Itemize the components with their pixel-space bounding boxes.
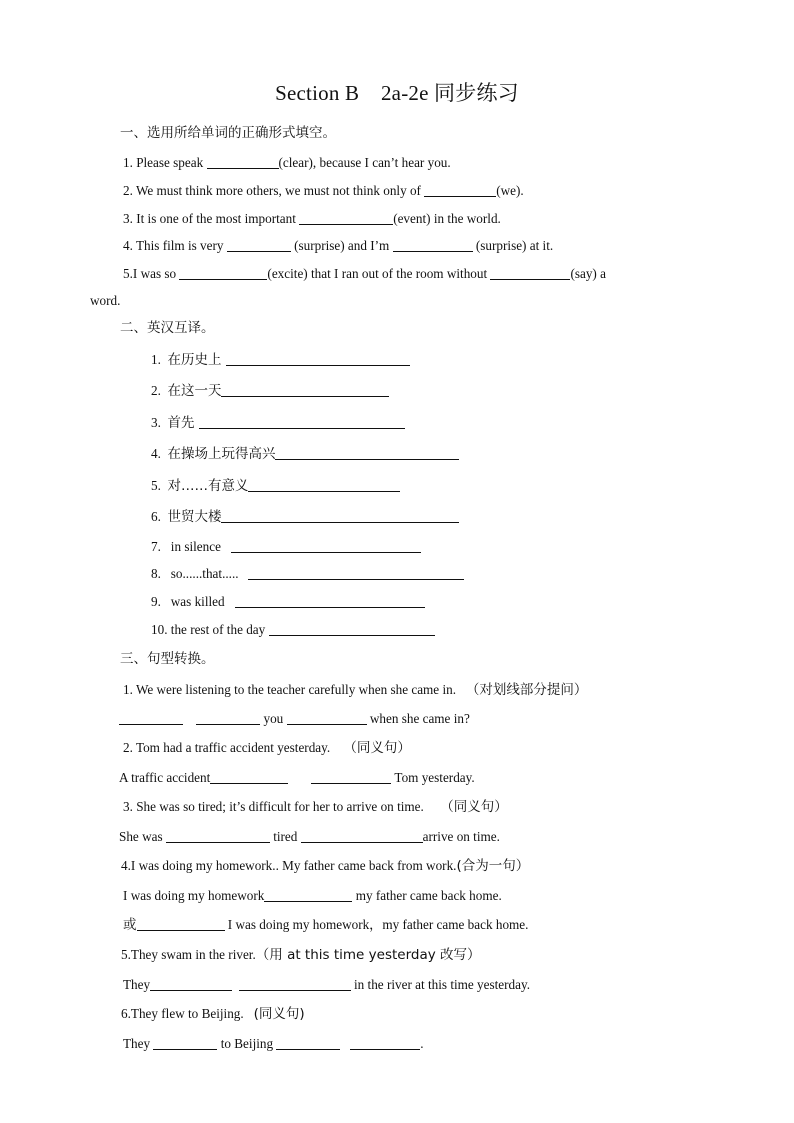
question-text: 6.They flew to Beijing. — [121, 1006, 244, 1021]
question-note: （用 at this time yesterday 改写） — [255, 947, 481, 963]
item-number: 1. — [151, 352, 161, 367]
fill-item-3 — [123, 210, 501, 228]
transform-q5 — [121, 946, 481, 964]
answer-blank[interactable] — [207, 154, 279, 169]
item-text: was killed — [170, 594, 228, 609]
item-text: 世贸大楼 — [167, 509, 222, 525]
question-text: 2. Tom had a traffic accident yesterday. — [123, 740, 331, 755]
answer-text: in the river at this time yesterday. — [350, 977, 531, 992]
answer-blank[interactable] — [119, 710, 183, 725]
answer-text: when she came in? — [366, 711, 470, 726]
answer-text: arrive on time. — [422, 829, 500, 844]
answer-blank[interactable] — [490, 265, 570, 280]
answer-text: They — [123, 977, 151, 992]
item-number: 4. — [151, 446, 161, 461]
item-text: in silence — [170, 539, 225, 554]
answer-blank[interactable] — [221, 382, 389, 397]
answer-blank[interactable] — [150, 976, 232, 991]
transform-q4-answer-b — [123, 916, 528, 934]
item-number: 10. — [151, 622, 168, 637]
translate-item-1 — [151, 351, 410, 369]
answer-blank[interactable] — [311, 769, 391, 784]
transform-q3-answer — [119, 828, 500, 846]
answer-text: She was — [119, 829, 166, 844]
answer-blank[interactable] — [248, 477, 400, 492]
item-text: (we). — [496, 183, 524, 198]
transform-q4-answer-a — [123, 887, 502, 905]
answer-blank[interactable] — [299, 210, 393, 225]
answer-text: to Beijing — [217, 1036, 277, 1051]
answer-blank[interactable] — [248, 565, 464, 580]
transform-q2-answer — [119, 769, 475, 787]
answer-text: my father came back home. — [352, 888, 502, 903]
answer-text: you — [260, 711, 287, 726]
answer-text: 或 — [123, 917, 137, 933]
item-text: (clear), because I can’t hear you. — [278, 155, 451, 170]
translate-item-10 — [151, 621, 435, 639]
translate-item-3 — [151, 414, 405, 432]
answer-blank[interactable] — [166, 828, 270, 843]
item-text: (surprise) and I’m — [290, 238, 393, 253]
answer-text: I was doing my homework，my father came back home. — [224, 917, 529, 932]
answer-blank[interactable] — [393, 237, 473, 252]
answer-blank[interactable] — [350, 1035, 420, 1050]
transform-q4 — [121, 857, 529, 875]
answer-blank[interactable] — [264, 887, 352, 902]
item-text: 在操场上玩得高兴 — [167, 446, 276, 462]
item-number: 3. — [151, 415, 161, 430]
transform-q3 — [123, 798, 508, 816]
question-text: 5.They swam in the river. — [121, 947, 256, 962]
item-text: 2. We must think more others, we must not think only of — [123, 183, 425, 198]
section3-heading: 三、句型转换。 — [120, 651, 215, 667]
transform-q6-answer — [123, 1035, 424, 1053]
answer-blank[interactable] — [287, 710, 367, 725]
question-note: （对划线部分提问） — [465, 682, 588, 698]
item-number: 8. — [151, 566, 161, 581]
question-text: 4.I was doing my homework.. My father came back from work. — [121, 858, 457, 873]
item-text: 5.I was so — [123, 266, 180, 281]
item-text: (surprise) at it. — [472, 238, 554, 253]
question-text: 3. She was so tired; it’s difficult for her to arrive on time. — [123, 799, 424, 814]
question-note: (同义句) — [253, 1006, 305, 1022]
item-text: so......that..... — [170, 566, 242, 581]
item-text: (excite) that I ran out of the room without — [267, 266, 491, 281]
translate-item-5 — [151, 477, 400, 495]
answer-blank[interactable] — [153, 1035, 217, 1050]
answer-text: I was doing my homework — [123, 888, 265, 903]
translate-item-9 — [151, 593, 425, 611]
question-note: (合为一句） — [456, 858, 530, 874]
answer-blank[interactable] — [221, 508, 459, 523]
translate-item-6 — [151, 508, 459, 526]
transform-q5-answer — [123, 976, 530, 994]
transform-q2 — [123, 739, 411, 757]
question-text: 1. We were listening to the teacher carefully when she came in. — [123, 682, 457, 697]
answer-blank[interactable] — [231, 538, 421, 553]
answer-blank[interactable] — [269, 621, 435, 636]
transform-q1-answer — [119, 710, 470, 728]
fill-item-5 — [123, 265, 606, 283]
question-note: （同义句） — [343, 740, 411, 756]
answer-blank[interactable] — [239, 976, 351, 991]
fill-item-2 — [123, 182, 524, 200]
item-text: (event) in the world. — [393, 211, 501, 226]
fill-item-1 — [123, 154, 451, 172]
transform-q6 — [121, 1005, 305, 1023]
translate-item-8 — [151, 565, 464, 583]
translate-item-2 — [151, 382, 389, 400]
question-note: （同义句） — [440, 799, 508, 815]
transform-q1 — [123, 681, 587, 699]
answer-blank[interactable] — [276, 1035, 340, 1050]
answer-blank[interactable] — [210, 769, 288, 784]
item-text: 4. This film is very — [123, 238, 227, 253]
item-text: 首先 — [167, 415, 199, 431]
item-text: 3. It is one of the most important — [123, 211, 300, 226]
section1-heading: 一、选用所给单词的正确形式填空。 — [120, 125, 336, 141]
answer-blank[interactable] — [301, 828, 423, 843]
item-number: 7. — [151, 539, 161, 554]
item-text: 1. Please speak — [123, 155, 207, 170]
answer-blank[interactable] — [199, 414, 405, 429]
answer-text: They — [123, 1036, 154, 1051]
item-number: 2. — [151, 383, 161, 398]
item-text: 在这一天 — [167, 383, 222, 399]
fill-item-4 — [123, 237, 553, 255]
section2-heading: 二、英汉互译。 — [120, 320, 215, 336]
answer-blank[interactable] — [227, 237, 291, 252]
answer-blank[interactable] — [424, 182, 496, 197]
fill-item-5-wrap: word. — [90, 293, 121, 308]
answer-text: A traffic accident — [119, 770, 211, 785]
item-number: 9. — [151, 594, 161, 609]
translate-item-4 — [151, 445, 459, 463]
page-title: Section B 2a-2e 同步练习 — [275, 81, 519, 105]
answer-text: . — [420, 1036, 424, 1051]
item-text: 对……有意义 — [167, 478, 249, 494]
answer-blank[interactable] — [235, 593, 425, 608]
answer-text: Tom yesterday. — [391, 770, 475, 785]
item-number: 5. — [151, 478, 161, 493]
item-text: 在历史上 — [167, 352, 226, 368]
answer-blank[interactable] — [275, 445, 459, 460]
answer-blank[interactable] — [137, 916, 225, 931]
item-text: the rest of the day — [170, 622, 269, 637]
answer-text: tired — [269, 829, 301, 844]
answer-blank[interactable] — [226, 351, 410, 366]
item-number: 6. — [151, 509, 161, 524]
translate-item-7 — [151, 538, 421, 556]
answer-blank[interactable] — [179, 265, 267, 280]
answer-blank[interactable] — [196, 710, 260, 725]
item-text: (say) a — [570, 266, 606, 281]
